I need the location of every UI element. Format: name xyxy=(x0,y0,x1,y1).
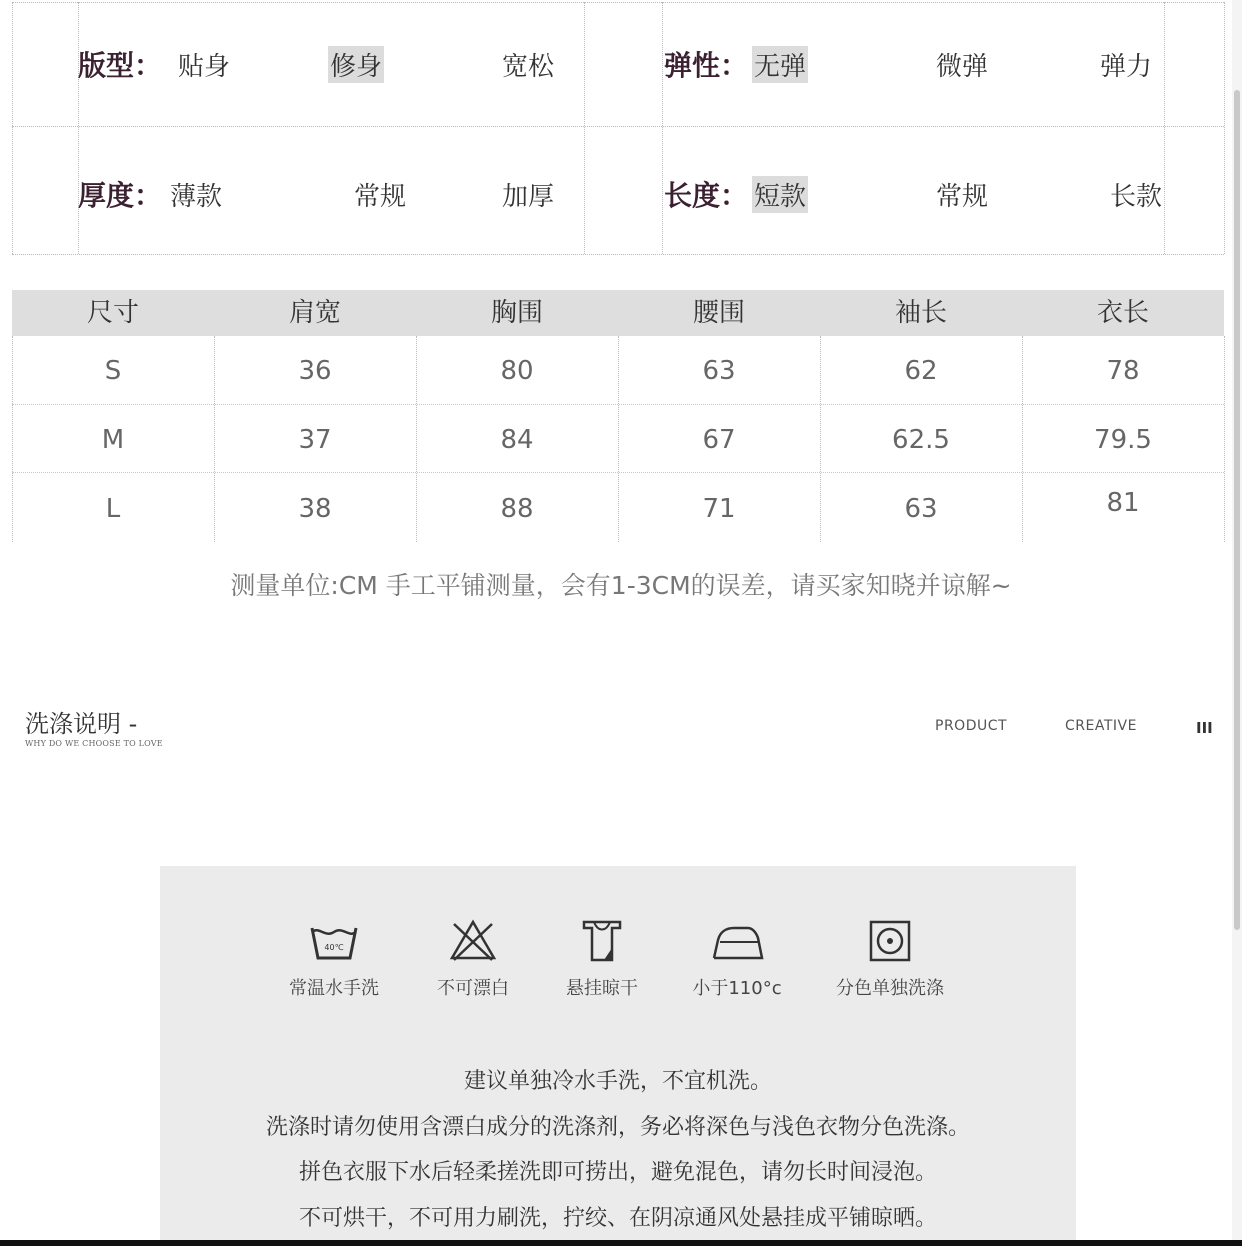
care-label-iron: 小于110°c xyxy=(692,978,782,999)
wash-section-title: 洗涤说明 - xyxy=(25,710,138,738)
iron-icon xyxy=(708,918,766,964)
no-bleach-icon xyxy=(448,918,498,964)
care-label-hang-dry: 悬挂晾干 xyxy=(566,978,638,999)
header-chest: 胸围 xyxy=(490,298,543,328)
table-cell: 37 xyxy=(298,425,332,455)
length-label: 长度： xyxy=(664,179,749,212)
care-item-hang-dry xyxy=(527,918,677,1000)
length-option-short[interactable]: 短款 xyxy=(752,176,808,213)
table-cell: 84 xyxy=(500,425,534,455)
table-cell: 78 xyxy=(1106,356,1140,386)
header-waist: 腰围 xyxy=(692,298,745,328)
measurement-note: 测量单位:CM 手工平铺测量，会有1-3CM的误差，请买家知晓并谅解~ xyxy=(230,571,1012,600)
table-cell: 67 xyxy=(702,425,736,455)
care-instruction-line: 不可烘干，不可用力刷洗，拧绞、在阴凉通风处悬挂成平铺晾晒。 xyxy=(298,1206,937,1231)
care-label-no-bleach: 不可漂白 xyxy=(437,978,509,999)
menu-bars-icon: III xyxy=(1196,719,1213,737)
thickness-option-thick[interactable]: 加厚 xyxy=(502,182,555,212)
elasticity-option-none[interactable]: 无弹 xyxy=(752,46,808,83)
thickness-label: 厚度： xyxy=(78,179,163,212)
care-item-separate-wash xyxy=(815,918,965,1000)
thickness-option-regular[interactable]: 常规 xyxy=(354,182,407,212)
care-instruction-line: 拼色衣服下水后轻柔搓洗即可捞出，避免混色，请勿长时间浸泡。 xyxy=(298,1160,937,1185)
elasticity-option-stretch[interactable]: 弹力 xyxy=(1100,52,1153,82)
care-instruction-line: 建议单独冷水手洗，不宜机洗。 xyxy=(463,1069,772,1094)
table-cell: 63 xyxy=(904,494,938,524)
length-option-regular[interactable]: 常规 xyxy=(936,182,989,212)
header-shoulder: 肩宽 xyxy=(288,298,341,328)
fit-option-loose[interactable]: 宽松 xyxy=(502,52,555,82)
elasticity-option-slight[interactable]: 微弹 xyxy=(936,52,989,82)
table-cell: 79.5 xyxy=(1094,425,1152,455)
header-size: 尺寸 xyxy=(86,298,139,328)
table-cell: 36 xyxy=(298,356,332,386)
care-instruction-line: 洗涤时请勿使用含漂白成分的洗涤剂，务必将深色与浅色衣物分色洗涤。 xyxy=(265,1115,970,1140)
wash-temp-mark: 40℃ xyxy=(324,943,344,952)
bottom-edge-bar xyxy=(0,1240,1242,1246)
wash-section-subtitle: WHY DO WE CHOOSE TO LOVE xyxy=(25,739,163,748)
header-length: 衣长 xyxy=(1096,298,1149,328)
table-cell: 71 xyxy=(702,494,736,524)
header-sleeve: 袖长 xyxy=(894,298,947,328)
fit-option-tight[interactable]: 贴身 xyxy=(178,52,231,82)
care-item-hand-wash xyxy=(259,918,409,1000)
nav-creative: CREATIVE xyxy=(1065,718,1137,734)
care-item-iron xyxy=(662,918,812,1000)
length-option-long[interactable]: 长款 xyxy=(1110,182,1163,212)
hang-dry-icon xyxy=(580,918,624,964)
separate-wash-icon xyxy=(867,918,913,964)
table-cell: 80 xyxy=(500,356,534,386)
table-cell: 62.5 xyxy=(892,425,950,455)
table-cell: S xyxy=(104,356,122,386)
table-cell: 63 xyxy=(702,356,736,386)
fit-option-slim[interactable]: 修身 xyxy=(328,46,384,83)
thickness-option-thin[interactable]: 薄款 xyxy=(170,182,223,212)
care-label-separate-wash: 分色单独洗涤 xyxy=(836,978,944,999)
elasticity-label: 弹性： xyxy=(664,49,749,82)
table-cell: 81 xyxy=(1106,488,1140,518)
table-cell: 88 xyxy=(500,494,534,524)
table-cell: L xyxy=(105,494,121,524)
table-cell: 38 xyxy=(298,494,332,524)
scrollbar-thumb[interactable] xyxy=(1234,90,1240,930)
care-item-no-bleach xyxy=(398,918,548,1000)
hand-wash-icon xyxy=(307,918,361,964)
table-cell: M xyxy=(101,425,125,455)
fit-label: 版型： xyxy=(78,49,163,82)
nav-product: PRODUCT xyxy=(935,718,1008,734)
table-cell: 62 xyxy=(904,356,938,386)
care-label-hand-wash: 常温水手洗 xyxy=(289,978,379,999)
